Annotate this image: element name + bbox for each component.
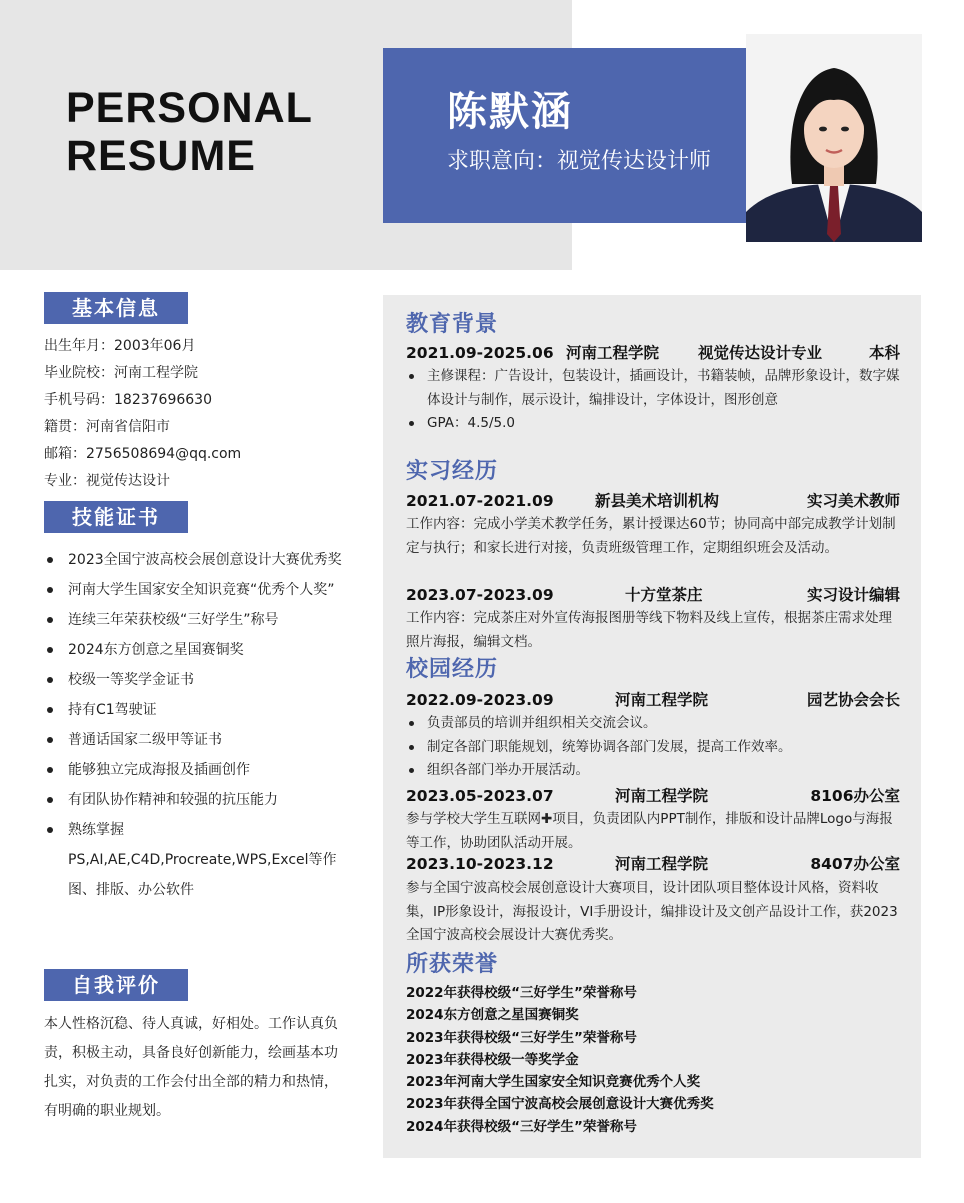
education-heading: 教育背景 xyxy=(406,312,499,337)
campus-org: 河南工程学院 xyxy=(615,787,709,805)
job-intent: 求职意向：视觉传达设计师 xyxy=(447,149,712,174)
education-school: 河南工程学院 xyxy=(566,344,660,362)
name-banner xyxy=(383,48,746,223)
honor-item: 2024东方创意之星国赛铜奖 xyxy=(406,1007,579,1024)
campus-desc: 参与学校大学生互联网✚项目，负责团队内PPT制作，排版和设计品牌Logo与海报等工作，协助团队活动开展。 xyxy=(406,811,893,851)
skill-item: 2023全国宁波高校会展创意设计大赛优秀奖 xyxy=(44,545,354,575)
info-phone: 手机号码：18237696630 xyxy=(44,392,212,408)
campus-period: 2023.05-2023.07 xyxy=(406,787,554,805)
internship-period: 2023.07-2023.09 xyxy=(406,586,554,604)
honor-item: 2023年获得校级一等奖学金 xyxy=(406,1051,579,1068)
campus-org: 河南工程学院 xyxy=(615,691,709,709)
campus-role: 8407办公室 xyxy=(810,855,900,873)
education-degree: 本科 xyxy=(868,344,900,362)
portrait-illustration xyxy=(746,34,922,242)
education-period: 2021.09-2025.06 xyxy=(406,344,554,362)
internship-desc: 工作内容：完成茶庄对外宣传海报图册等线下物料及线上宣传，根据茶庄需求处理照片海报，编辑文档。 xyxy=(406,610,892,650)
honor-item: 2023年获得校级“三好学生”荣誉称号 xyxy=(406,1029,637,1046)
internship-role: 实习美术教师 xyxy=(806,492,900,510)
campus-role: 园艺协会会长 xyxy=(806,691,900,709)
education-major: 视觉传达设计专业 xyxy=(698,344,823,362)
profile-photo xyxy=(746,34,922,242)
internship-org: 十方堂茶庄 xyxy=(625,586,703,604)
info-email: 邮箱：2756508694@qq.com xyxy=(44,446,242,462)
campus-bullet: 组织各部门举办开展活动。 xyxy=(406,759,900,783)
skills-heading: 技能证书 xyxy=(44,501,188,533)
skill-item: 能够独立完成海报及插画创作 xyxy=(44,755,354,785)
honors-heading: 所获荣誉 xyxy=(406,952,499,977)
campus-bullets xyxy=(406,712,900,783)
honor-item: 2022年获得校级“三好学生”荣誉称号 xyxy=(406,985,637,1001)
skill-item: 有团队协作精神和较强的抗压能力 xyxy=(44,785,354,815)
internship-role: 实习设计编辑 xyxy=(806,586,900,604)
skill-item: 熟练掌握PS,AI,AE,C4D,Procreate,WPS,Excel等作图、排版、办公软件 xyxy=(44,815,354,905)
resume-title xyxy=(66,84,313,180)
self-eval-heading: 自我评价 xyxy=(44,969,188,1001)
education-courses: 主修课程：广告设计，包装设计，插画设计，书籍装帧，品牌形象设计，数字媒体设计与制作，展示设计，编排设计，字体设计，图形创意 xyxy=(406,365,900,412)
candidate-name: 陈默涵 xyxy=(447,89,573,135)
campus-heading: 校园经历 xyxy=(406,657,499,682)
campus-bullet: 制定各部门职能规划，统筹协调各部门发展，提高工作效率。 xyxy=(406,736,900,760)
info-birth: 出生年月：2003年06月 xyxy=(44,338,196,354)
campus-period: 2022.09-2023.09 xyxy=(406,691,554,709)
title-line-2: RESUME xyxy=(66,132,256,180)
info-major: 专业：视觉传达设计 xyxy=(44,473,170,489)
internship-period: 2021.07-2021.09 xyxy=(406,492,554,510)
campus-org: 河南工程学院 xyxy=(615,855,709,873)
campus-desc: 参与全国宁波高校会展创意设计大赛项目，设计团队项目整体设计风格，资料收集，IP形象设计，海报设计，VI手册设计，编排设计及文创产品设计工作，获2023全国宁波高校会展设计大赛优秀奖。 xyxy=(406,880,898,943)
info-hometown: 籍贯：河南省信阳市 xyxy=(44,419,170,435)
internship-desc: 工作内容：完成小学美术教学任务，累计授课达60节；协同高中部完成教学计划制定与执行；和家长进行对接，负责班级管理工作，定期组织班会及活动。 xyxy=(406,516,896,556)
title-line-1: PERSONAL xyxy=(66,84,313,132)
campus-period: 2023.10-2023.12 xyxy=(406,855,554,873)
skill-item: 校级一等奖学金证书 xyxy=(44,665,354,695)
skill-item: 河南大学生国家安全知识竞赛“优秀个人奖” xyxy=(44,575,354,605)
internship-org: 新县美术培训机构 xyxy=(595,492,720,510)
skill-item: 2024东方创意之星国赛铜奖 xyxy=(44,635,354,665)
education-gpa: GPA：4.5/5.0 xyxy=(406,412,900,436)
skills-list xyxy=(44,545,354,905)
basic-info-heading: 基本信息 xyxy=(44,292,188,324)
basic-info xyxy=(44,333,241,495)
info-school: 毕业院校：河南工程学院 xyxy=(44,365,198,381)
self-eval-text: 本人性格沉稳、待人真诚，好相处。工作认真负责，积极主动，具备良好创新能力，绘画基本功扎实，对负责的工作会付出全部的精力和热情，有明确的职业规划。 xyxy=(44,1016,338,1119)
skill-item: 持有C1驾驶证 xyxy=(44,695,354,725)
skill-item: 普通话国家二级甲等证书 xyxy=(44,725,354,755)
campus-role: 8106办公室 xyxy=(810,787,900,805)
campus-bullet: 负责部员的培训并组织相关交流会议。 xyxy=(406,712,900,736)
skill-item: 连续三年荣获校级“三好学生”称号 xyxy=(44,605,354,635)
honor-item: 2024年获得校级“三好学生”荣誉称号 xyxy=(406,1118,637,1135)
honor-item: 2023年河南大学生国家安全知识竞赛优秀个人奖 xyxy=(406,1074,701,1091)
honors-list xyxy=(406,982,900,1138)
internship-heading: 实习经历 xyxy=(406,459,499,484)
honor-item: 2023年获得全国宁波高校会展创意设计大赛优秀奖 xyxy=(406,1096,714,1113)
education-details xyxy=(406,365,900,436)
